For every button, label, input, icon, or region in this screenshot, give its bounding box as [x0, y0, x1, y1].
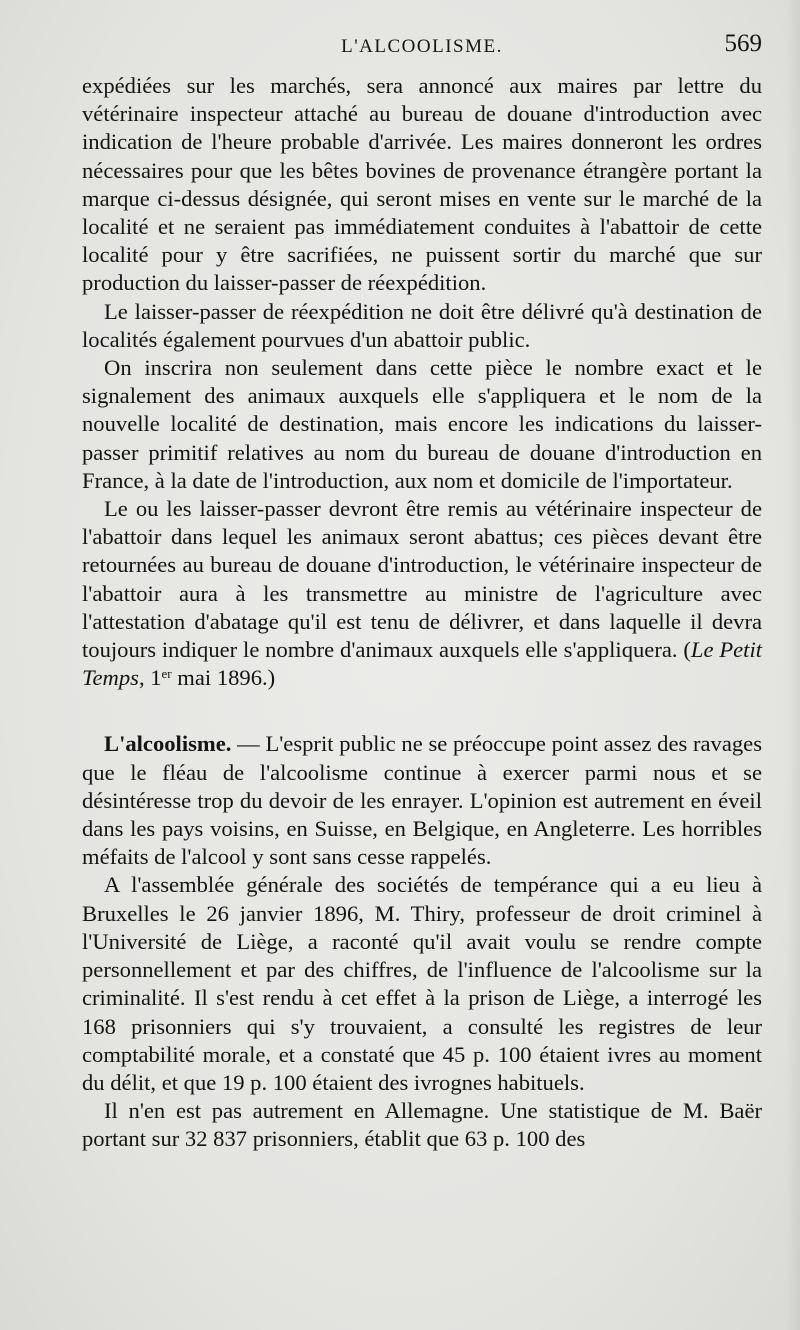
paragraph-5-text: — L'esprit public ne se préoccupe point assez des ravages que le fléau de l'alcoolisme continue à exercer parmi nous et se désintéresse trop du devoir de les enrayer. L'opinion est autrement en éveil dans les pays voisins, en Suisse, en Belgique, en Angleterre. Les horribles méfaits de l'alcool y sont sans cesse rappelés. [82, 731, 762, 870]
paragraph-3: On inscrira non seulement dans cette pièce le nombre exact et le signalement des animaux auxquels elle s'appliquera et le nom de la nouvelle localité de destination, mais encore les indications du laisser-passer primitif relatives au nom du bureau de douane d'introduction en France, à la date de l'introduction, aux nom et domicile de l'importateur. [82, 355, 762, 493]
paragraph-4 [82, 495, 762, 692]
section-heading: L'alcoolisme. [104, 731, 232, 757]
page-header [82, 30, 762, 64]
paragraph-2: Le laisser-passer de réexpédition ne doit être délivré qu'à destination de localités également pourvues d'un abattoir public. [82, 298, 762, 352]
citation-date-prefix: , 1 [138, 665, 162, 691]
paragraph-7: Il n'en est pas autrement en Allemagne. Une statistique de M. Baër portant sur 32 837 prisonniers, établit que 63 p. 100 des [82, 1098, 762, 1152]
body-text [82, 72, 762, 1154]
paragraph-4-text: Le ou les laisser-passer devront être remis au vétérinaire inspecteur de l'abattoir dans lequel les animaux seront abattus; ces pièces devant être retournées au bureau de douane d'introduction, le vétérinaire inspecteur de l'abattoir aura à les transmettre au ministre de l'agriculture avec l'attestation d'abatage qu'il est tenu de délivrer, et dans laquelle il devra toujours indiquer le nombre d'animaux auxquels elle s'appliquera. ( [82, 496, 762, 663]
citation-date-rest: mai 1896.) [171, 665, 276, 691]
running-title: L'ALCOOLISME. [341, 36, 503, 57]
citation-date-superscript: er [161, 666, 172, 682]
page-number: 569 [724, 30, 762, 57]
paragraph-6: A l'assemblée générale des sociétés de tempérance qui a eu lieu à Bruxelles le 26 janvier 1896, M. Thiry, professeur de droit criminel à l'Université de Liège, a raconté qu'il avait voulu se rendre compte personnellement et par des chiffres, de l'influence de l'alcoolisme sur la criminalité. Il s'est rendu à cet effet à la prison de Liège, a interrogé les 168 prisonniers qui s'y trouvaient, a consulté les registres de leur comptabilité morale, et a constaté que 45 p. 100 étaient ivres au moment du délit, et que 19 p. 100 étaient des ivrognes habituels. [82, 872, 762, 1095]
page-edge-shadow [786, 0, 800, 1330]
paragraph-1: expédiées sur les marchés, sera annoncé aux maires par lettre du vétérinaire inspecteur attaché au bureau de douane d'introduction avec indication de l'heure probable d'arrivée. Les maires donneront les ordres nécessaires pour que les bêtes bovines de provenance étrangère portant la marque ci-dessus désignée, qui seront mises en vente sur le marché de la localité et ne seraient pas immédiatement conduites à l'abattoir de cette localité pour y être sacrifiées, ne puissent sortir du marché que sur production du laisser-passer de réexpédition. [82, 73, 762, 296]
paragraph-5 [82, 730, 762, 871]
section-gap [82, 692, 762, 730]
source-citation: Le Petit Temps [82, 637, 763, 691]
